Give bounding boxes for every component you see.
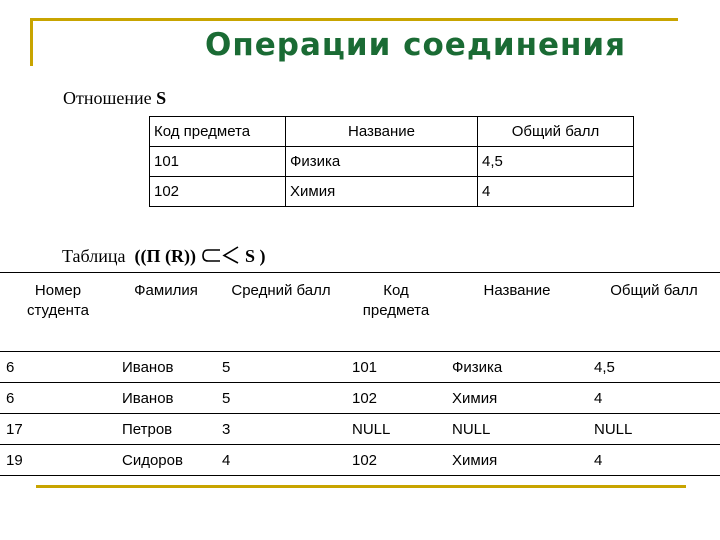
table-row	[150, 177, 634, 207]
table-cell: 5	[216, 352, 346, 383]
table-cell: 4	[216, 445, 346, 476]
table-header-row	[150, 117, 634, 147]
table-cell: Физика	[286, 147, 478, 177]
column-header: Фамилия	[116, 273, 216, 352]
table-cell: 19	[0, 445, 116, 476]
decorative-vertical-bar	[30, 18, 33, 66]
relation-s-caption	[63, 88, 166, 109]
table-row	[0, 383, 720, 414]
column-header: Номер студента	[0, 273, 116, 352]
table-cell: 4	[588, 383, 720, 414]
table-cell: Сидоров	[116, 445, 216, 476]
decorative-top-line	[30, 18, 678, 21]
page-title: Операции соединения	[205, 27, 627, 63]
table-row	[0, 414, 720, 445]
table-cell: 4,5	[478, 147, 634, 177]
table-cell: Иванов	[116, 352, 216, 383]
table-header-row	[0, 273, 720, 352]
table-cell: NULL	[346, 414, 446, 445]
left-outer-join-icon	[200, 246, 240, 264]
table-cell: 17	[0, 414, 116, 445]
table-cell: Физика	[446, 352, 588, 383]
table-cell: 4	[478, 177, 634, 207]
table-cell: Химия	[446, 445, 588, 476]
table-row	[0, 352, 720, 383]
table-cell: 102	[346, 445, 446, 476]
column-header: Общий балл	[478, 117, 634, 147]
result-caption-expr-left: ((П (R))	[134, 246, 196, 266]
table-cell: 6	[0, 352, 116, 383]
column-header: Код предмета	[150, 117, 286, 147]
table-cell: 3	[216, 414, 346, 445]
table-cell: 4,5	[588, 352, 720, 383]
table-cell: NULL	[588, 414, 720, 445]
relation-s-table	[149, 116, 634, 207]
result-table	[0, 272, 720, 476]
table-cell: 6	[0, 383, 116, 414]
result-caption-prefix: Таблица	[62, 246, 126, 266]
column-header: Средний балл	[216, 273, 346, 352]
table-cell: Химия	[446, 383, 588, 414]
result-caption-expr-right: S )	[244, 246, 266, 266]
table-cell: Иванов	[116, 383, 216, 414]
table-cell: Химия	[286, 177, 478, 207]
table-cell: 102	[346, 383, 446, 414]
relation-s-caption-prefix: Отношение	[63, 88, 152, 108]
column-header: Код предмета	[346, 273, 446, 352]
table-cell: 102	[150, 177, 286, 207]
table-cell: 4	[588, 445, 720, 476]
table-cell: 5	[216, 383, 346, 414]
result-table-caption	[62, 246, 265, 267]
table-row	[150, 147, 634, 177]
decorative-bottom-line	[36, 485, 686, 488]
table-row	[0, 445, 720, 476]
relation-s-caption-name: S	[156, 88, 167, 108]
column-header: Общий балл	[588, 273, 720, 352]
table-cell: 101	[150, 147, 286, 177]
table-cell: 101	[346, 352, 446, 383]
table-cell: Петров	[116, 414, 216, 445]
table-cell: NULL	[446, 414, 588, 445]
column-header: Название	[286, 117, 478, 147]
column-header: Название	[446, 273, 588, 352]
